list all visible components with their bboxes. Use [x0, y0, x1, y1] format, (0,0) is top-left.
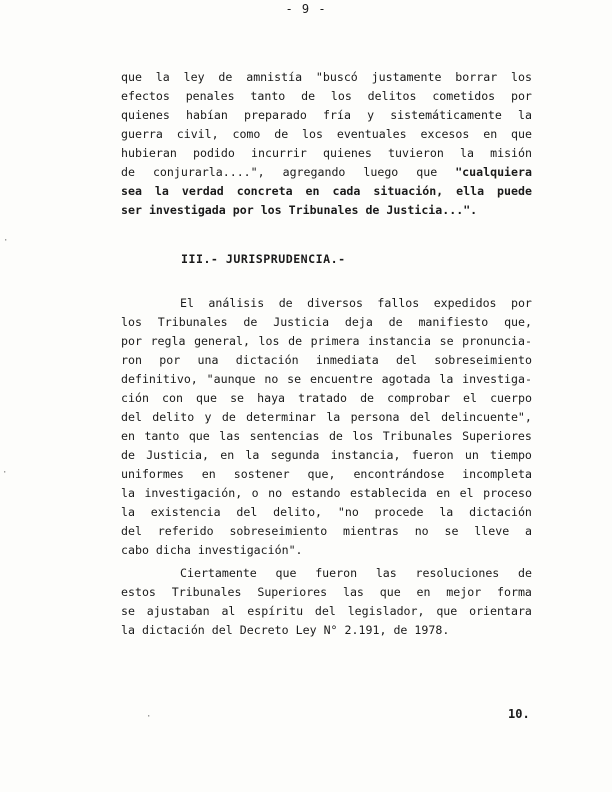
text-line	[121, 541, 532, 560]
word: que	[188, 429, 210, 443]
word: guerra	[121, 127, 163, 141]
text-line	[121, 484, 532, 503]
word: ajustaban	[146, 604, 210, 618]
word: puede	[497, 184, 532, 198]
word: al	[221, 604, 236, 618]
word: cuerpo	[490, 391, 532, 405]
word: fueron	[315, 566, 358, 580]
word: sobreseimiento	[229, 524, 328, 538]
paragraph-amnesty-quote	[121, 68, 532, 220]
word: "no	[337, 505, 359, 519]
word: El	[180, 296, 194, 310]
word: se	[439, 334, 454, 348]
word: en	[220, 448, 235, 462]
text-line	[121, 621, 532, 640]
word: manifiesto	[418, 315, 489, 329]
word: sentencias	[249, 429, 320, 443]
text-line	[121, 465, 532, 484]
word: tanto	[250, 89, 286, 103]
word: eventuales	[336, 127, 407, 141]
word: de	[388, 315, 403, 329]
word: cabo	[121, 543, 149, 557]
word: tanto	[144, 429, 180, 443]
word: civil,	[176, 127, 219, 141]
word: encuentre	[309, 372, 373, 386]
paragraph-superior-courts	[121, 564, 532, 640]
word: tratado	[298, 391, 347, 405]
word: dictación	[235, 353, 299, 367]
word: de	[360, 391, 375, 405]
word: la	[326, 410, 341, 424]
word: instancia,	[330, 448, 401, 462]
word: o	[251, 486, 259, 500]
word: diversos	[307, 296, 363, 310]
word: la	[460, 146, 474, 160]
word: 2.191,	[344, 623, 387, 637]
word: en	[121, 429, 135, 443]
section-heading-jurisprudencia: III.- JURISPRUDENCIA.-	[181, 252, 346, 266]
word: por	[510, 296, 532, 310]
word: de	[221, 410, 236, 424]
word: fallos	[377, 296, 420, 310]
text-line	[121, 503, 532, 522]
word: que	[436, 604, 458, 618]
word: el	[459, 486, 474, 500]
word: procede	[374, 505, 424, 519]
word: que	[416, 165, 438, 179]
word: podido	[192, 146, 235, 160]
text-line	[121, 125, 532, 144]
word: delito,	[273, 505, 323, 519]
word: ley	[183, 70, 205, 84]
paragraph-jurisprudence-analysis	[121, 294, 532, 560]
word: conjurarla....",	[152, 165, 265, 179]
word: de	[393, 623, 408, 637]
word: borrar	[455, 70, 498, 84]
text-line	[121, 144, 532, 163]
word: incurrir	[251, 146, 307, 160]
word: Ley	[295, 623, 317, 637]
word: de	[518, 566, 532, 580]
word: la	[245, 448, 260, 462]
word: orientara	[469, 604, 532, 618]
word: los	[352, 429, 374, 443]
word: del	[314, 604, 336, 618]
word: Tribunales	[382, 429, 453, 443]
word: tuvieron	[388, 146, 444, 160]
word: la	[121, 623, 135, 637]
word: la	[154, 184, 169, 198]
word: investigación,	[144, 486, 243, 500]
word: que	[275, 566, 297, 580]
text-line	[121, 351, 532, 370]
word: las	[375, 566, 397, 580]
word: Justicia...".	[386, 203, 478, 217]
word: persona	[350, 410, 400, 424]
word: fría	[323, 108, 351, 122]
word: definitivo,	[121, 372, 198, 386]
word: Decreto	[239, 623, 289, 637]
word: "buscó	[315, 70, 358, 84]
word: en	[416, 585, 431, 599]
word: fueron	[411, 448, 454, 462]
word: análisis	[208, 296, 265, 310]
word: los	[260, 203, 282, 217]
text-line	[121, 583, 532, 602]
word: se	[444, 524, 459, 538]
word: dictación	[469, 505, 532, 519]
word: del	[396, 353, 417, 367]
text-line	[121, 106, 532, 125]
word: encontrándose	[353, 467, 445, 481]
word: los	[121, 315, 142, 329]
page-number-bottom: 10.	[508, 707, 530, 721]
word: la	[121, 486, 135, 500]
word: ron	[121, 353, 142, 367]
word: proceso	[483, 486, 532, 500]
word: deja	[344, 315, 373, 329]
word: no	[268, 486, 283, 500]
text-line	[121, 201, 532, 220]
word: 1978.	[414, 623, 450, 637]
word: de	[121, 165, 135, 179]
word: los	[330, 89, 352, 103]
word: Ciertamente	[180, 566, 257, 580]
word: de	[288, 334, 303, 348]
word: los	[511, 70, 532, 84]
word: N°	[323, 623, 338, 637]
word: delincuente",	[441, 410, 532, 424]
word: del	[236, 505, 258, 519]
word: de	[301, 89, 316, 103]
word: en	[436, 486, 451, 500]
word: amnistía	[246, 70, 303, 84]
word: que	[511, 127, 532, 141]
word: que	[196, 391, 217, 405]
word: situación,	[373, 184, 444, 198]
word: dicha	[155, 543, 191, 557]
word: forma	[497, 585, 532, 599]
word: agregando	[282, 165, 346, 179]
scan-speck: ·	[2, 468, 8, 478]
word: lleve	[474, 524, 510, 538]
word: cometidos	[432, 89, 496, 103]
word: de	[243, 315, 258, 329]
word: del	[121, 524, 142, 538]
word: como	[232, 127, 261, 141]
word: incompleta	[462, 467, 532, 481]
word: por	[121, 334, 142, 348]
word: agotada	[381, 372, 431, 386]
word: las	[219, 429, 241, 443]
word: concreta	[236, 184, 293, 198]
word: regla	[150, 334, 186, 348]
word: la	[518, 108, 532, 122]
word: Justicia	[273, 315, 330, 329]
word: verdad	[181, 184, 224, 198]
word: mientras	[343, 524, 399, 538]
word: por	[159, 353, 181, 367]
text-line	[121, 446, 532, 465]
word: luego	[363, 165, 399, 179]
word: misión	[490, 146, 532, 160]
word: la	[121, 505, 135, 519]
text-line	[121, 332, 532, 351]
word: no	[414, 524, 429, 538]
word: los	[302, 127, 323, 141]
word: uniformes	[121, 467, 184, 481]
word: ser	[121, 203, 142, 217]
word: "aunque	[206, 372, 256, 386]
word: que	[379, 585, 401, 599]
word: investigada	[148, 203, 226, 217]
text-line	[121, 602, 532, 621]
word: las	[342, 585, 364, 599]
text-line	[121, 294, 532, 313]
word: Tribunales	[288, 203, 359, 217]
word: la	[439, 372, 454, 386]
word: se	[121, 604, 135, 618]
word: en	[483, 127, 498, 141]
text-line	[121, 370, 532, 389]
word: preparado	[244, 108, 307, 122]
word: tiempo	[490, 448, 532, 462]
word: hubieran	[121, 146, 177, 160]
word: Superiores	[257, 585, 328, 599]
word: de	[218, 70, 233, 84]
word: sistemáticamente	[390, 108, 502, 122]
word: y	[367, 108, 375, 122]
word: justamente	[371, 70, 442, 84]
word: que,	[504, 315, 532, 329]
word: existencia	[150, 505, 221, 519]
word: espíritu	[247, 604, 304, 618]
word: de	[328, 429, 343, 443]
word: investiga-	[462, 372, 532, 386]
text-line	[121, 564, 532, 583]
text-line	[121, 427, 532, 446]
text-line	[121, 313, 532, 332]
text-line	[121, 163, 532, 182]
word: Superiores	[462, 429, 532, 443]
word: con	[162, 391, 183, 405]
word: efectos	[121, 89, 170, 103]
word: el	[463, 391, 477, 405]
word: determinar	[246, 410, 316, 424]
word: primera	[310, 334, 360, 348]
word: de	[274, 127, 289, 141]
word: "cualquiera	[455, 165, 532, 179]
word: expedidos	[433, 296, 497, 310]
word: delitos	[367, 89, 417, 103]
word: que,	[307, 467, 336, 481]
word: resoluciones	[415, 566, 500, 580]
word: segunda	[270, 448, 320, 462]
word: general,	[194, 334, 250, 348]
word: delito	[152, 410, 195, 424]
word: en	[305, 184, 320, 198]
word: quienes	[121, 108, 170, 122]
word: instancia	[368, 334, 431, 348]
word: haya	[257, 391, 286, 405]
word: a	[525, 524, 532, 538]
word: Justicia,	[146, 448, 210, 462]
word: un	[464, 448, 479, 462]
text-line	[121, 408, 532, 427]
text-line	[121, 68, 532, 87]
word: referido	[157, 524, 214, 538]
word: de	[278, 296, 293, 310]
word: ción	[121, 391, 149, 405]
page-number-top: - 9 -	[285, 2, 327, 16]
text-line	[121, 182, 532, 201]
text-line	[121, 389, 532, 408]
word: se	[230, 391, 245, 405]
word: sobreseimiento	[434, 353, 532, 367]
word: sea	[121, 184, 142, 198]
word: del	[211, 623, 233, 637]
word: sostener	[233, 467, 290, 481]
word: la	[155, 70, 170, 84]
word: que	[121, 70, 142, 84]
word: una	[197, 353, 219, 367]
word: comprobar	[387, 391, 450, 405]
word: no	[264, 372, 279, 386]
word: la	[439, 505, 454, 519]
word: de	[365, 203, 380, 217]
word: y	[204, 410, 212, 424]
word: por	[232, 203, 254, 217]
word: estando	[291, 486, 341, 500]
word: de	[121, 448, 135, 462]
word: excesos	[420, 127, 470, 141]
word: investigación".	[197, 543, 303, 557]
word: ella	[456, 184, 485, 198]
word: se	[287, 372, 302, 386]
text-line	[121, 522, 532, 541]
word: penales	[185, 89, 235, 103]
word: los	[258, 334, 280, 348]
word: dictación	[141, 623, 205, 637]
word: en	[201, 467, 216, 481]
word: cada	[332, 184, 361, 198]
word: quienes	[323, 146, 372, 160]
word: habían	[186, 108, 228, 122]
word: inmediata	[315, 353, 379, 367]
word: legislador,	[347, 604, 425, 618]
text-line	[121, 87, 532, 106]
word: pronuncia-	[462, 334, 532, 348]
word: mejor	[446, 585, 482, 599]
word: establecida	[349, 486, 427, 500]
word: por	[510, 89, 532, 103]
word: Tribunales	[157, 315, 228, 329]
word: del	[409, 410, 431, 424]
word: Tribunales	[171, 585, 242, 599]
scan-speck: ·	[3, 236, 9, 246]
word: del	[121, 410, 142, 424]
scan-speck: ·	[146, 712, 152, 722]
word: estos	[121, 585, 156, 599]
